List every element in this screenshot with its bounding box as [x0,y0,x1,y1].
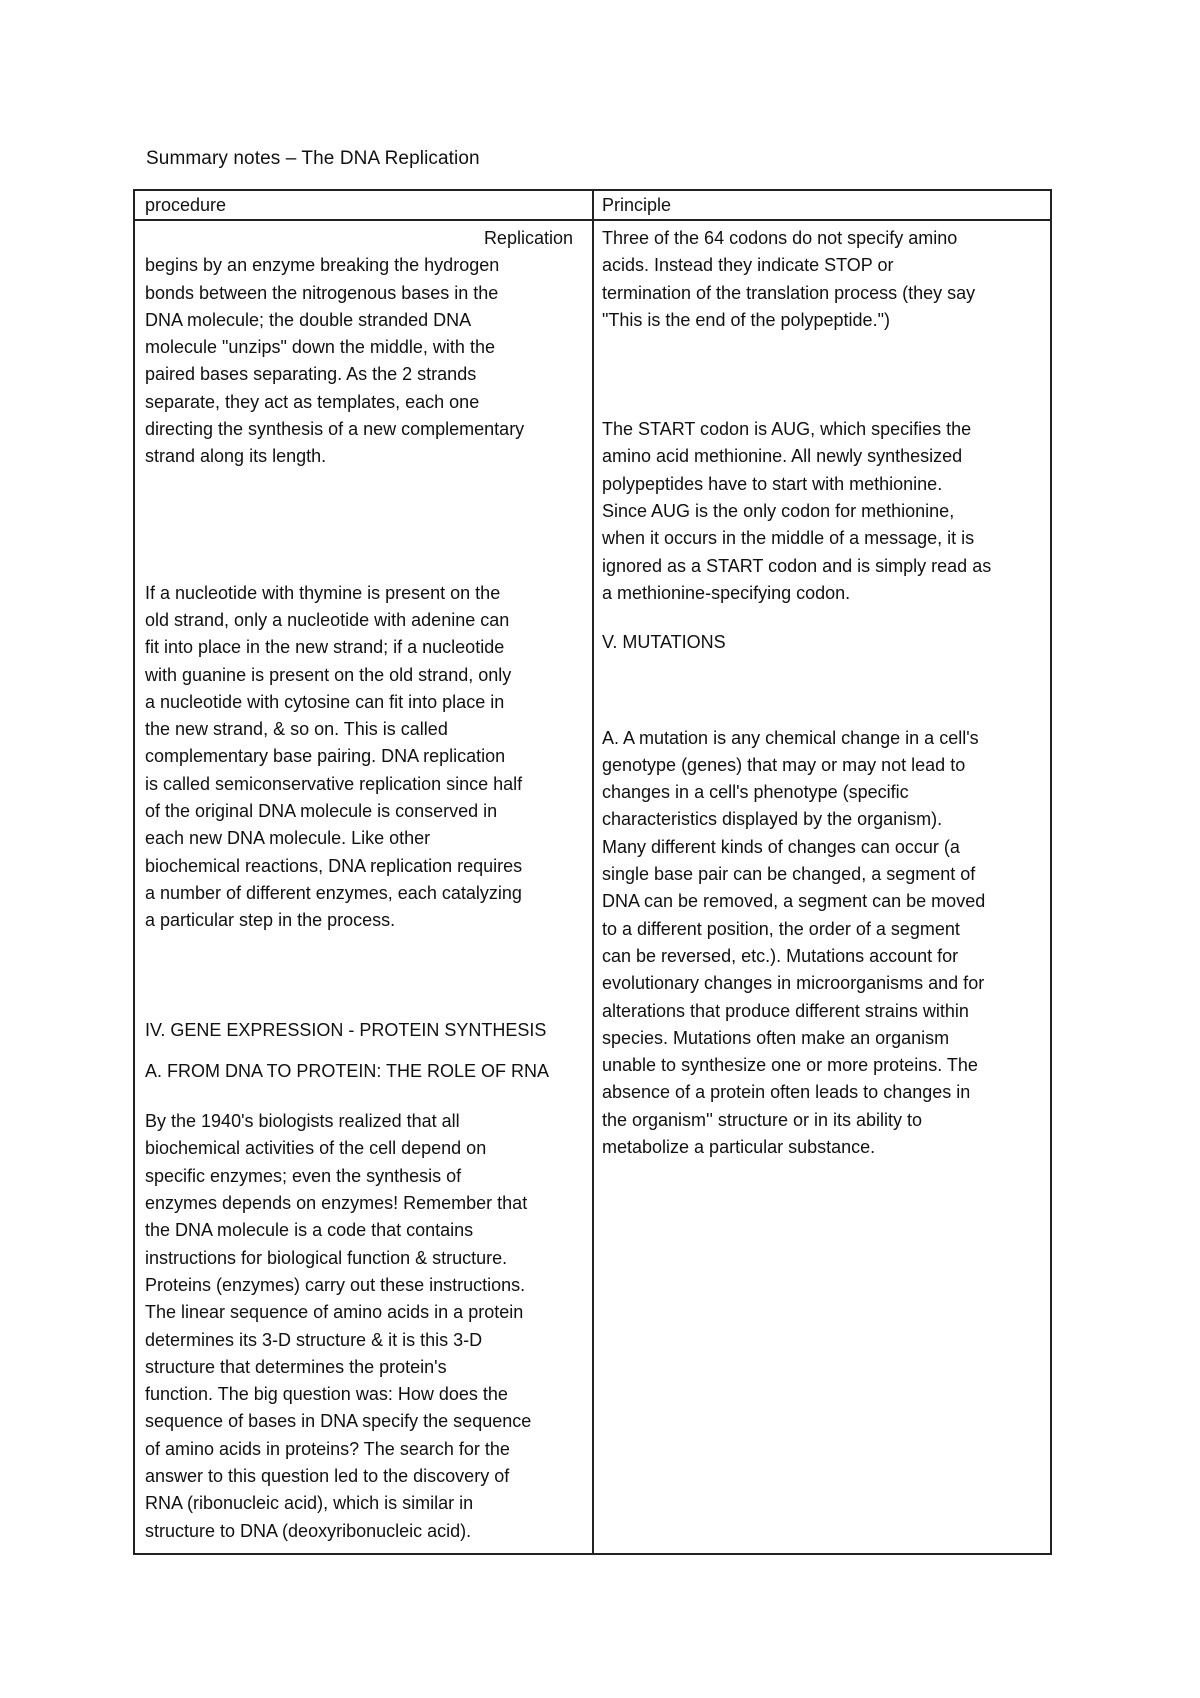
paragraph-replication-begins: begins by an enzyme breaking the hydrogen bonds between the nitrogenous bases in the DNA molecule; the double stranded DNA molecule "unzips" down the middle, with the paired bases separating. As the 2 strands separate, they act as templates, each one directing the synthesis of a new complementary strand along its length. [145,255,525,467]
header-procedure: procedure [145,195,227,215]
notes-table [133,189,1052,1555]
procedure-cell [145,225,585,1545]
column-divider [592,191,594,1553]
paragraph-replication-heading: Replication [483,228,573,248]
paragraph-mutation-definition: A. A mutation is any chemical change in a cell's genotype (genes) that may or may not lead to changes in a cell's phenotype (specific characteristics displayed by the organism). Many different kinds of changes can occur (a single base pair can be changed, a segment of DNA can be removed, a segment can be moved to a different position, the order of a segment can be reversed, etc.). Mutations account for evolutionary changes in microorganisms and for alterations that produce different strains within species. Mutations often make an organism unable to synthesize one or more proteins. The absence of a protein often leads to changes in the organism'' structure or in its ability to metabolize a particular substance. [602,727,986,1158]
paragraph-1940s-biologists: By the 1940's biologists realized that all biochemical activities of the cell depend on specific enzymes; even the synthesis of enzymes depends on enzymes! Remember that the DNA molecule is a code that contains instructions for biological function & structure. Proteins (enzymes) carry out these instructions. The linear sequence of amino acids in a protein determines its 3-D structure & it is this 3-D structure that determines the protein's function. The big question was: How does the sequence of bases in DNA specify the sequence of amino acids in proteins? The search for the answer to this question led to the discovery of RNA (ribonucleic acid), which is similar in structure to DNA (deoxyribonucleic acid). [145,1111,532,1541]
document-title: Summary notes – The DNA Replication [146,148,480,169]
principle-cell [602,225,1042,1161]
section-heading-mutations: V. MUTATIONS [602,632,726,653]
paragraph-stop-codons: Three of the 64 codons do not specify amino acids. Instead they indicate STOP or termination of the translation process (they say "This is the end of the polypeptide.") [602,228,976,330]
header-principle: Principle [602,195,672,215]
subheading-role-of-rna: A. FROM DNA TO PROTEIN: THE ROLE OF RNA [145,1060,550,1081]
section-heading-gene-expression: IV. GENE EXPRESSION - PROTEIN SYNTHESIS [145,1019,547,1040]
paragraph-start-codon: The START codon is AUG, which specifies the amino acid methionine. All newly synthesized polypeptides have to start with methionine. Since AUG is the only codon for methionine, when it occurs in the middle of a message, it is ignored as a START codon and is simply read as a methionine-specifying codon. [602,419,992,603]
paragraph-base-pairing: If a nucleotide with thymine is present on the old strand, only a nucleotide with adenine can fit into place in the new strand; if a nucleotide with guanine is present on the old strand, only a nucleotide with cytosine can fit into place in the new strand, & so on. This is called complementary base pairing. DNA replication is called semiconservative replication since half of the original DNA molecule is conserved in each new DNA molecule. Like other biochemical reactions, DNA replication requires a number of different enzymes, each catalyzing a particular step in the process. [145,582,523,931]
